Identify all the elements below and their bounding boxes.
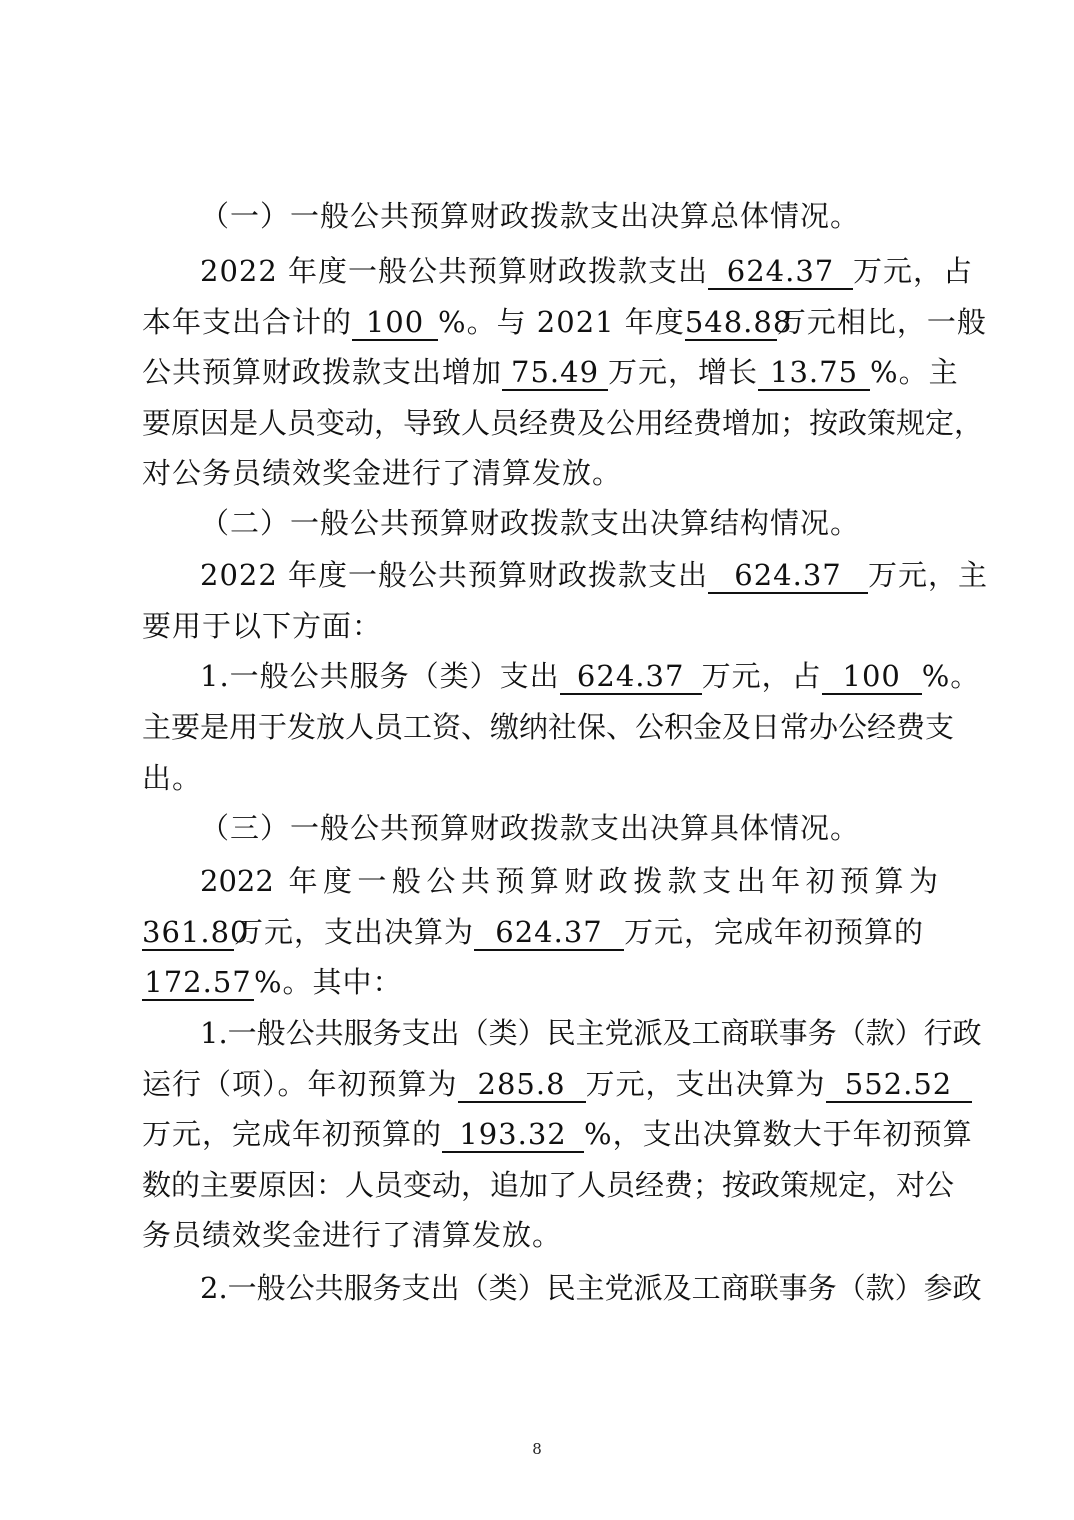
s1-previous-year-value: 548.88 [684,305,793,339]
s3-line-3: 172.57%。其中： [142,957,938,1007]
section-3-heading: （三）一般公共预算财政拨款支出决算具体情况。 [200,811,861,845]
s2-item-1-value: 624.37 [560,661,702,695]
s1-total-value: 624.37 [708,256,853,290]
s3-final-value: 624.37 [474,917,624,951]
s3-item-1-line-1: 1.一般公共服务支出（类）民主党派及工商联事务（款）行政 [200,1016,982,1050]
s3-item-1-final: 552.52 [826,1069,972,1103]
s3-item-1-line-4: 数的主要原因：人员变动，追加了人员经费；按政策规定，对公 [142,1168,955,1202]
s3-item-1-budget: 285.8 [458,1069,586,1103]
s3-completion-rate: 172.57 [142,967,254,1001]
s3-line-1: 2022 年度一般公共预算财政拨款支出年初预算为 [200,864,938,898]
section-2-heading: （二）一般公共预算财政拨款支出决算结构情况。 [200,506,861,540]
s3-item-1-line-3: 万元，完成年初预算的 193.32 %，支出决算数大于年初预算 [142,1117,973,1151]
s1-percent-value: 100 [352,307,438,341]
s1-line-3: 公共预算财政拨款支出增加 75.49 万元，增长 13.75 %。主 [142,355,959,389]
s3-line-2: 361.80万元，支出决算为 624.37 万元，完成年初预算的 [142,915,925,949]
s1-line-5: 对公务员绩效奖金进行了清算发放。 [142,456,623,490]
s3-item-1-rate: 193.32 [442,1119,584,1153]
s3-item-1-line-5: 务员绩效奖金进行了清算发放。 [142,1218,563,1252]
s1-line-1: 2022 年度一般公共预算财政拨款支出 624.37 万元，占 [200,254,974,288]
s1-growth-value: 13.75 [758,357,870,391]
s2-line-2: 要用于以下方面： [142,609,383,643]
s2-item-1-line-3: 出。 [142,761,203,795]
s2-item-1-line-1: 1.一般公共服务（类）支出 624.37 万元，占 100 %。 [200,659,981,693]
s2-item-1-line-2: 主要是用于发放人员工资、缴纳社保、公积金及日常办公经费支 [142,710,955,744]
page-number: 8 [532,1440,542,1458]
s1-line-4: 要原因是人员变动，导致人员经费及公用经费增加；按政策规定， [142,406,984,440]
s3-item-2-line-1: 2.一般公共服务支出（类）民主党派及工商联事务（款）参政 [200,1271,982,1305]
s2-line-1: 2022 年度一般公共预算财政拨款支出 624.37 万元，主 [200,558,989,592]
s2-total-value: 624.37 [708,560,868,594]
s3-item-1-line-2: 运行（项）。年初预算为 285.8 万元，支出决算为 552.52 [142,1059,938,1109]
section-1-heading: （一）一般公共预算财政拨款支出决算总体情况。 [200,199,861,233]
s2-item-1-percent: 100 [822,661,922,695]
s1-line-2: 本年支出合计的 100 %。与 2021 年度548.88万元相比，一般 [142,305,987,339]
s3-budget-value: 361.80 [142,915,250,949]
s1-increase-value: 75.49 [502,357,608,391]
